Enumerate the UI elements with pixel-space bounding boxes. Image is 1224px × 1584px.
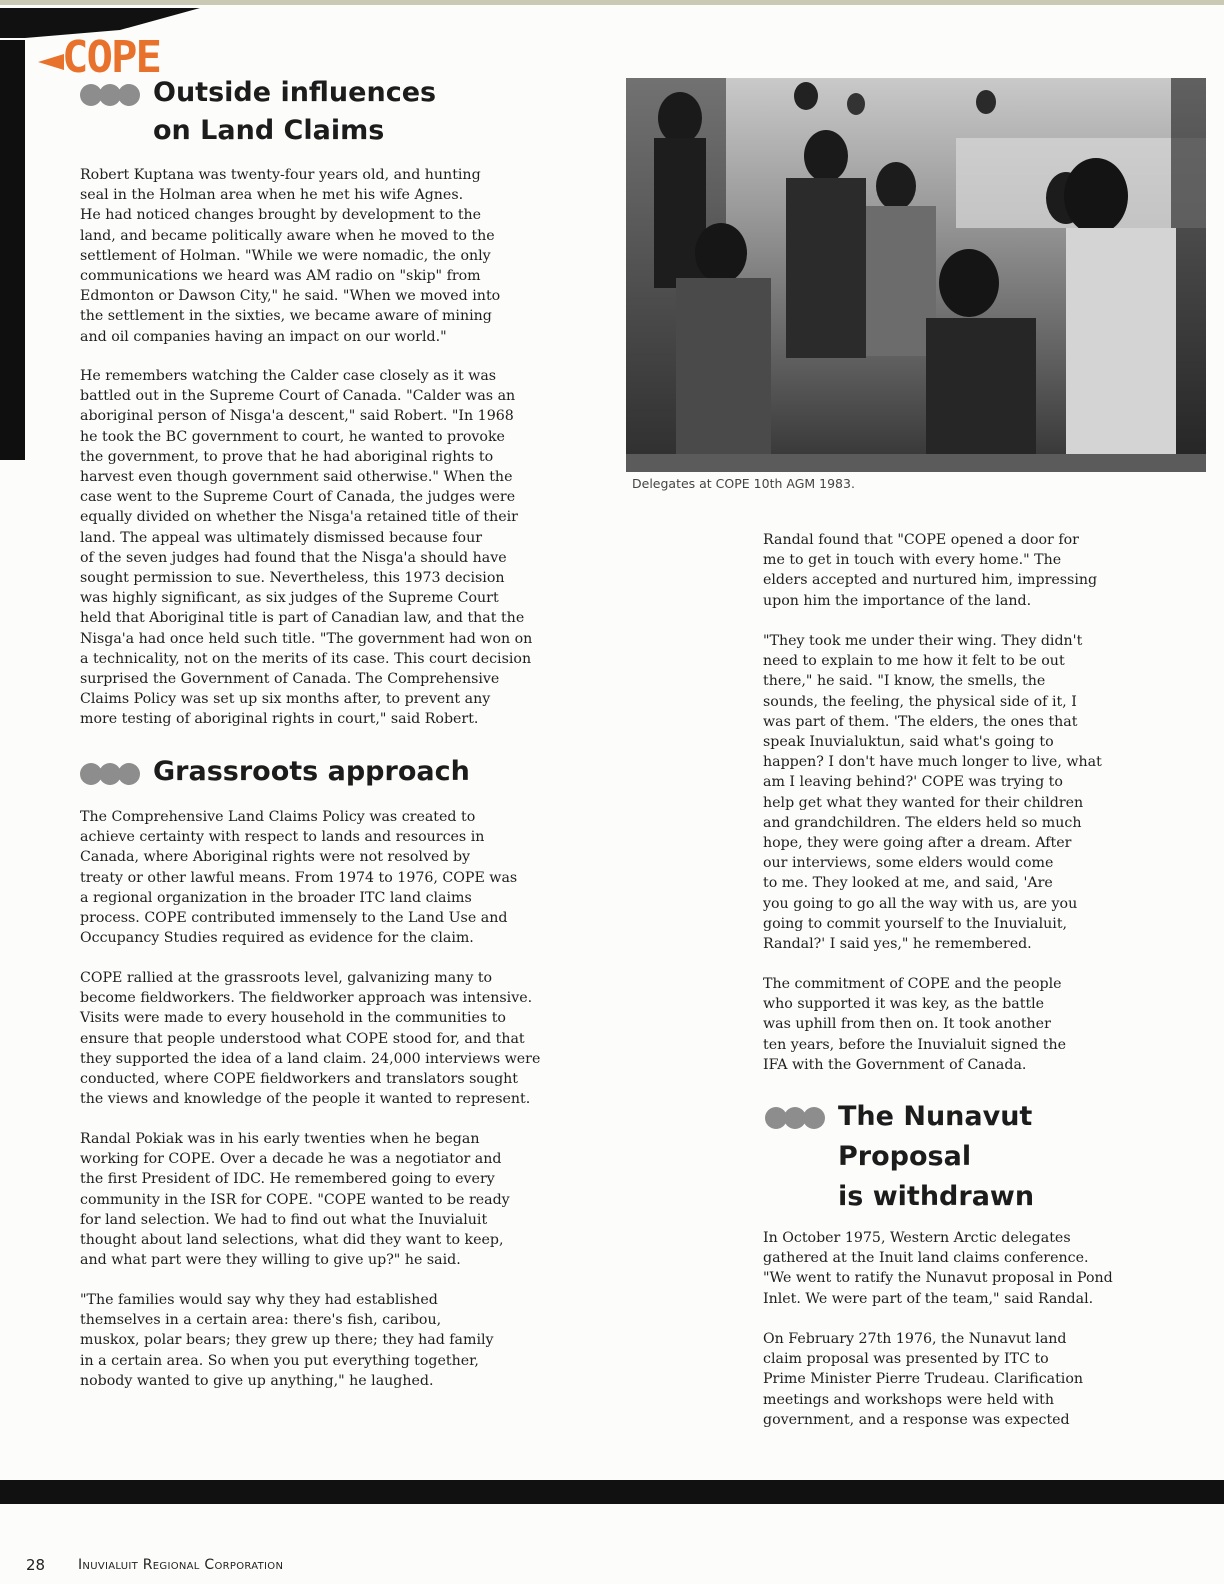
bullet-dots-icon	[80, 84, 137, 106]
bullet-dots-icon	[765, 1107, 822, 1129]
bullet-dots-icon	[80, 763, 137, 785]
paragraph: Robert Kuptana was twenty-four years old, and hunting seal in the Holman area when he met his wife Agnes. He had noticed changes brought by development to the land, and became politically aware when he moved to the settlement of Holman. "While we were nomadic, the only communications we heard was AM radio on "skip" from Edmonton or Dawson City," he said. "When we moved into the settlement in the sixties, we became aware of mining and oil companies having an impact on our world."	[80, 167, 501, 345]
section-title: The Nunavut Proposal is withdrawn	[838, 1101, 1035, 1212]
section-title: Outside influences on Land Claims	[153, 77, 437, 146]
top-rule	[0, 0, 1224, 5]
paragraph: The Comprehensive Land Claims Policy was created to achieve certainty with respect to lands and resources in Canada, where Aboriginal rights were not resolved by treaty or other lawful means. From 1974 to 1976, COPE was a regional organization in the broader ITC land claims process. COPE contributed immensely to the Land Use and Occupancy Studies required as evidence for the claim.	[80, 809, 518, 947]
photo-caption: Delegates at COPE 10th AGM 1983.	[632, 476, 855, 491]
paragraph: He remembers watching the Calder case closely as it was battled out in the Supreme Court of Canada. "Calder was an aboriginal person of Nisga'a descent," said Robert. "In 1968 he took the BC government to court, he wanted to provoke the government, to prove that he had aboriginal rights to harvest even though government said otherwise." When the case went to the Supreme Court of Canada, the judges were equally divided on whether the Nisga'a retained title of their land. The appeal was ultimately dismissed because four of the seven judges had found that the Nisga'a should have sought permission to sue. Nevertheless, this 1973 decision was highly significant, as six judges of the Supreme Court held that Aboriginal title is part of Canadian law, and that the Nisga'a had once held such title. "The government had won on a technicality, not on the merits of its case. This court decision surprised the Government of Canada. The Comprehensive Claims Policy was set up six months after, to prevent any more testing of aboriginal rights in court," said Robert.	[80, 368, 533, 728]
section-title: Grassroots approach	[153, 756, 470, 787]
cope-logo	[18, 18, 168, 83]
photo-bottom-strip	[626, 454, 1206, 472]
heading-nunavut-proposal	[765, 1097, 1034, 1217]
page-number: 28	[26, 1556, 46, 1574]
paragraph: "The families would say why they had established themselves in a certain area: there's fish, caribou, muskox, polar bears; they grew up there; they had family in a certain area. So when you put everything together, nobody wanted to give up anything," he laughed.	[80, 1292, 494, 1389]
footer-bar	[0, 1480, 1224, 1504]
heading-outside-influences	[80, 74, 436, 150]
delegates-photo	[626, 78, 1206, 472]
paragraph: In October 1975, Western Arctic delegates gathered at the Inuit land claims conference. "We went to ratify the Nunavut proposal in Pond Inlet. We were part of the team," said Randal.	[763, 1230, 1113, 1307]
paragraph: Randal Pokiak was in his early twenties when he began working for COPE. Over a decade he was a negotiator and the first President of IDC. He remembered going to every community in the ISR for COPE. "COPE wanted to be ready for land selection. We had to find out what the Inuvialuit thought about land selections, what did they want to keep, and what part were they willing to give up?" he said.	[80, 1131, 510, 1269]
footer-organization: Inuvialuit Regional Corporation	[78, 1557, 284, 1573]
paragraph: "They took me under their wing. They didn't need to explain to me how it felt to be out there," he said. "I know, the smells, the sounds, the feeling, the physical side of it, I was part of them. 'The elders, the ones that speak Inuvialuktun, said what's going to happen? I don't have much longer to live, what am I leaving behind?' COPE was trying to help get what they wanted for their children and grandchildren. The elders held so much hope, they were going after a dream. After our interviews, some elders would come to me. They looked at me, and said, 'Are you going to go all the way with us, are you going to commit yourself to the Inuvialuit, Randal?' I said yes," he remembered.	[763, 633, 1102, 953]
paragraph: On February 27th 1976, the Nunavut land claim proposal was presented by ITC to Prime Minister Pierre Trudeau. Clarification meetings and workshops were held with government, and a response was expected	[763, 1331, 1084, 1428]
logo-arrow-icon	[38, 54, 64, 70]
paragraph: The commitment of COPE and the people who supported it was key, as the battle was uphill from then on. It took another ten years, before the Inuvialuit signed the IFA with the Government of Canada.	[763, 976, 1066, 1073]
paragraph: COPE rallied at the grassroots level, galvanizing many to become fieldworkers. The fieldworker approach was intensive. Visits were made to every household in the communities to ensure that people understood what COPE stood for, and that they supported the idea of a land claim. 24,000 interviews were conducted, where COPE fieldworkers and translators sought the views and knowledge of the people it wanted to represent.	[80, 970, 541, 1108]
heading-grassroots-approach	[80, 753, 470, 791]
photo-image	[626, 78, 1206, 454]
logo-text: COPE	[62, 32, 160, 83]
paragraph: Randal found that "COPE opened a door for me to get in touch with every home." The elders accepted and nurtured him, impressing upon him the importance of the land.	[763, 532, 1098, 609]
left-margin-bar	[0, 40, 25, 460]
